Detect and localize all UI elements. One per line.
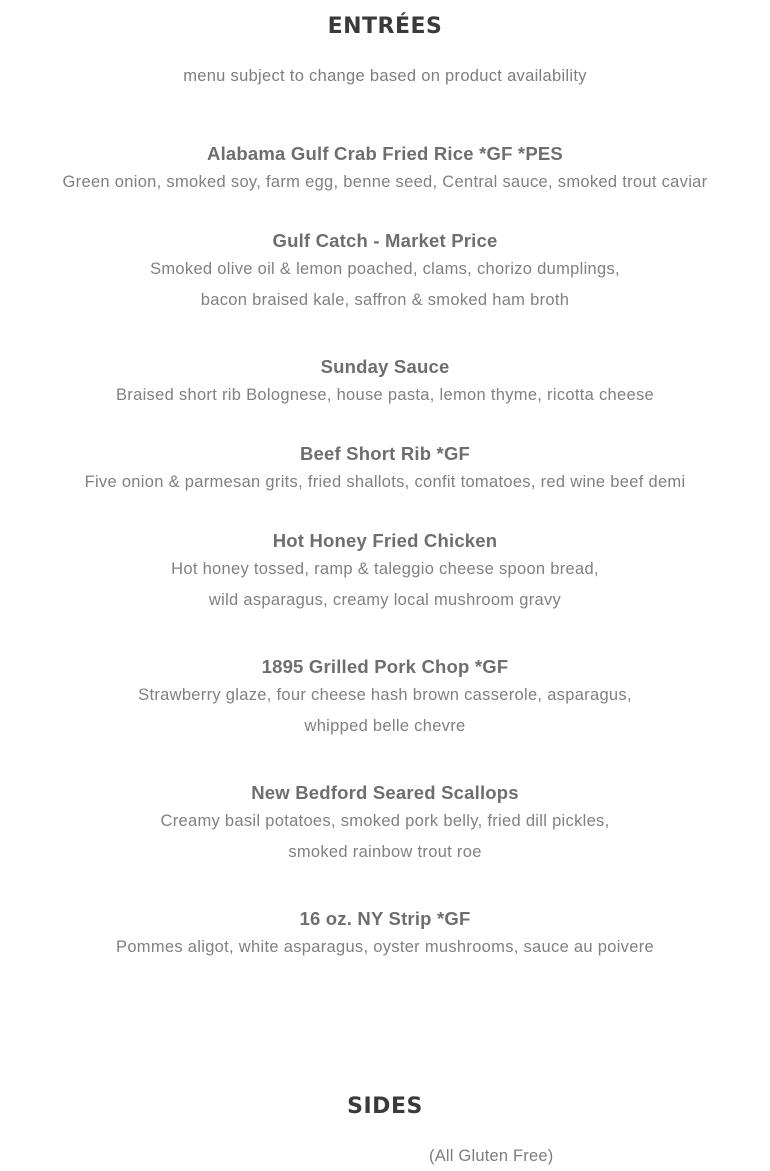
menu-item-description — [0, 680, 770, 742]
menu-item-name: New Bedford Seared Scallops — [251, 782, 519, 803]
menu-item-description — [0, 167, 770, 198]
sides-title: SIDES — [347, 1094, 423, 1119]
description-line: Five onion & parmesan grits, fried shallots, confit tomatoes, red wine beef demi — [84, 473, 686, 491]
menu-item — [0, 530, 770, 616]
description-line: Pommes aligot, white asparagus, oyster mushrooms, sauce au poivere — [116, 938, 654, 956]
menu-item-name: 1895 Grilled Pork Chop *GF — [261, 656, 509, 677]
menu-item — [0, 782, 770, 868]
menu-item-description — [0, 806, 770, 868]
description-line: wild asparagus, creamy local mushroom gravy — [208, 591, 562, 609]
menu-item — [0, 143, 770, 198]
description-line: Creamy basil potatoes, smoked pork belly, fried dill pickles, — [160, 812, 610, 830]
menu-item — [0, 656, 770, 742]
menu-item-description — [0, 932, 770, 963]
menu-item — [0, 356, 770, 411]
menu-item — [0, 230, 770, 316]
menu-availability-note: menu subject to change based on product availability — [183, 67, 587, 85]
description-line: Braised short rib Bolognese, house pasta, lemon thyme, ricotta cheese — [116, 386, 654, 404]
menu-item-name: Gulf Catch - Market Price — [272, 230, 498, 251]
menu-item-description — [0, 380, 770, 411]
menu-item-name: Hot Honey Fried Chicken — [272, 530, 498, 551]
menu-item-description — [0, 254, 770, 316]
sides-gluten-free-note: (All Gluten Free) — [429, 1147, 554, 1165]
description-line: bacon braised kale, saffron & smoked ham broth — [200, 291, 570, 309]
menu-item-name: Beef Short Rib *GF — [299, 443, 471, 464]
menu-item-name: 16 oz. NY Strip *GF — [299, 908, 471, 929]
entrees-title: ENTRÉES — [327, 14, 443, 39]
description-line: smoked rainbow trout roe — [288, 843, 482, 861]
menu-item-name: Sunday Sauce — [320, 356, 450, 377]
description-line: Strawberry glaze, four cheese hash brown casserole, asparagus, — [138, 686, 632, 704]
description-line: Green onion, smoked soy, farm egg, benne seed, Central sauce, smoked trout caviar — [62, 173, 708, 191]
menu-item — [0, 443, 770, 498]
description-line: Smoked olive oil & lemon poached, clams, chorizo dumplings, — [150, 260, 620, 278]
description-line: Hot honey tossed, ramp & taleggio cheese spoon bread, — [171, 560, 599, 578]
menu-item-description — [0, 554, 770, 616]
menu-item — [0, 908, 770, 963]
description-line: whipped belle chevre — [304, 717, 466, 735]
menu-item-name: Alabama Gulf Crab Fried Rice *GF *PES — [207, 143, 563, 164]
menu-item-description — [0, 467, 770, 498]
